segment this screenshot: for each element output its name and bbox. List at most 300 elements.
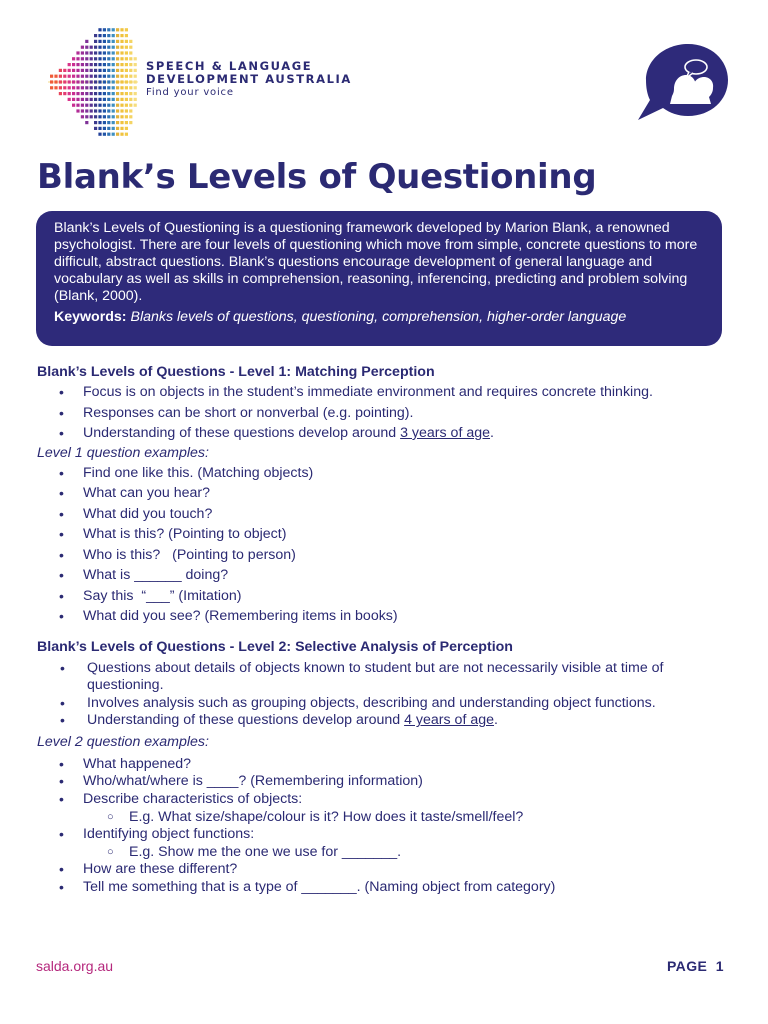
logo-dot: [68, 80, 71, 83]
logo-dot: [94, 80, 97, 83]
list-item: • Say this “___” (Imitation): [37, 586, 737, 607]
logo-dot: [81, 115, 84, 118]
logo-dot: [134, 92, 137, 95]
logo-dot: [134, 98, 137, 101]
list-item: • Describe characteristics of objects:: [37, 791, 737, 809]
logo-dot: [98, 115, 101, 118]
logo-dot: [120, 34, 123, 37]
logo-dot: [125, 63, 128, 66]
logo-dot: [116, 57, 119, 60]
logo-dot: [50, 80, 53, 83]
logo-dot: [116, 121, 119, 124]
logo-dot: [129, 98, 132, 101]
logo-dot: [107, 40, 110, 43]
logo-dot: [120, 63, 123, 66]
logo-dot: [116, 69, 119, 72]
logo-dot: [98, 40, 101, 43]
logo-dot: [103, 40, 106, 43]
brand-line-1: SPEECH & LANGUAGE: [146, 59, 313, 73]
logo-dot: [76, 104, 79, 107]
logo-dot: [120, 46, 123, 49]
logo-dot: [120, 133, 123, 136]
logo-dot: [134, 69, 137, 72]
logo-dot: [98, 51, 101, 54]
logo-dot: [116, 63, 119, 66]
logo-dot: [72, 86, 75, 89]
logo-dot: [129, 86, 132, 89]
logo-dot: [90, 63, 93, 66]
logo-dot: [90, 98, 93, 101]
logo-dot: [98, 63, 101, 66]
logo-dot: [85, 109, 88, 112]
logo-dot: [98, 46, 101, 49]
logo-dot: [125, 109, 128, 112]
logo-dot: [85, 46, 88, 49]
level-1-points: [37, 382, 737, 444]
logo-dot: [72, 104, 75, 107]
logo-dot: [116, 40, 119, 43]
logo-dot: [120, 51, 123, 54]
logo-dot: [107, 86, 110, 89]
logo-dot: [85, 98, 88, 101]
logo-dot: [68, 63, 71, 66]
logo-dot: [112, 92, 115, 95]
logo-dot: [116, 51, 119, 54]
logo-dot: [59, 92, 62, 95]
logo-dot: [103, 86, 106, 89]
logo-dot: [85, 69, 88, 72]
logo-dot: [129, 115, 132, 118]
logo-dot: [94, 104, 97, 107]
logo-dot: [76, 98, 79, 101]
age-link[interactable]: 3 years of age: [400, 425, 491, 441]
logo-dot: [98, 28, 101, 31]
logo-dot: [81, 80, 84, 83]
logo-dot: [103, 63, 106, 66]
logo-dot: [107, 115, 110, 118]
logo-dot: [125, 75, 128, 78]
logo-dot: [125, 104, 128, 107]
logo-dot: [98, 34, 101, 37]
logo-dot: [125, 127, 128, 130]
logo-dot: [125, 40, 128, 43]
logo-dot: [129, 92, 132, 95]
logo-dot: [120, 28, 123, 31]
logo-dot: [59, 75, 62, 78]
logo-dot: [81, 69, 84, 72]
logo-dot: [107, 80, 110, 83]
logo-dot: [107, 51, 110, 54]
logo-dot: [129, 109, 132, 112]
logo-dot: [112, 80, 115, 83]
logo-dot: [50, 86, 53, 89]
logo-dot: [85, 40, 88, 43]
logo-dot: [90, 51, 93, 54]
logo-dot: [85, 104, 88, 107]
page-number: PAGE 1: [666, 958, 724, 974]
logo-dot: [85, 80, 88, 83]
logo-dot: [125, 98, 128, 101]
logo-dot: [98, 121, 101, 124]
keywords-text: Blanks levels of questions, questioning, comprehension, higher-order language: [130, 309, 627, 325]
list-item: • Identifying object functions:: [37, 826, 737, 844]
logo-dot: [63, 75, 66, 78]
logo-dot: [112, 28, 115, 31]
logo-dot: [125, 57, 128, 60]
logo-dot: [94, 92, 97, 95]
level-2-examples-continued: [37, 826, 737, 844]
level-2-heading: Blank’s Levels of Questions - Level 2: Selective Analysis of Perception: [37, 638, 513, 655]
level-1-examples-label: Level 1 question examples:: [37, 444, 209, 461]
level-2-sub-list: [37, 844, 737, 862]
list-item: • What is this? (Pointing to object): [37, 524, 737, 545]
intro-panel: [36, 211, 722, 346]
list-item: • Find one like this. (Matching objects): [37, 463, 737, 484]
logo-dot: [112, 57, 115, 60]
brand-tagline: Find your voice: [146, 87, 234, 98]
logo-dot: [120, 92, 123, 95]
logo-dot: [63, 86, 66, 89]
logo-dot: [129, 104, 132, 107]
logo-dot: [107, 133, 110, 136]
list-item: • What can you hear?: [37, 483, 737, 504]
logo-dot: [129, 69, 132, 72]
logo-dot: [116, 133, 119, 136]
logo-dot: [134, 63, 137, 66]
logo-dot: [120, 121, 123, 124]
logo-dot: [112, 98, 115, 101]
list-item: [37, 423, 737, 444]
logo-dot: [129, 80, 132, 83]
logo-dot: [76, 80, 79, 83]
logo-dot: [107, 28, 110, 31]
logo-dot: [94, 98, 97, 101]
logo-dot: [76, 92, 79, 95]
logo-dot: [81, 51, 84, 54]
logo-dot: [129, 63, 132, 66]
logo-dot: [81, 57, 84, 60]
logo-dot: [54, 75, 57, 78]
logo-dot: [76, 57, 79, 60]
logo-dot: [98, 104, 101, 107]
logo-dot: [116, 115, 119, 118]
logo-dot: [116, 98, 119, 101]
logo-dot: [94, 57, 97, 60]
logo-dot: [112, 51, 115, 54]
logo-dot: [98, 98, 101, 101]
intro-text: Blank’s Levels of Questioning is a questioning framework developed by Marion Blank, a renowned psychologist. There are four levels of questioning which move from simple, concrete questions to more difficult, abstract questions. Blank’s questions encourage development of general language and vocabulary as well as skills in comprehension, reasoning, inferencing, predicting and problem solving (Blank, 2000).: [54, 220, 698, 304]
logo-dot: [85, 57, 88, 60]
logo-dot: [107, 98, 110, 101]
logo-dot: [81, 104, 84, 107]
age-text: Understanding of these questions develop around: [87, 712, 405, 729]
logo-dot: [134, 57, 137, 60]
list-item: ○ E.g. Show me the one we use for _______.: [37, 844, 737, 862]
logo-dot: [112, 63, 115, 66]
logo-dot: [112, 34, 115, 37]
logo-dot: [107, 57, 110, 60]
logo-dot: [98, 127, 101, 130]
logo-dot: [85, 75, 88, 78]
logo-dot: [134, 86, 137, 89]
logo-dot: [94, 69, 97, 72]
logo-dot: [98, 109, 101, 112]
logo-dot: [112, 121, 115, 124]
logo-dot: [85, 115, 88, 118]
logo-dot: [103, 104, 106, 107]
logo-dot: [72, 80, 75, 83]
age-suffix: .: [490, 425, 494, 441]
logo-dot: [112, 115, 115, 118]
logo-dot: [134, 104, 137, 107]
logo-dot: [120, 109, 123, 112]
logo-dot: [120, 69, 123, 72]
level-1-examples: [37, 463, 737, 627]
page-header: [0, 0, 768, 150]
logo-dot: [72, 57, 75, 60]
logo-dot: [94, 86, 97, 89]
logo-dot: [90, 80, 93, 83]
logo-dot: [129, 121, 132, 124]
logo-dot: [103, 80, 106, 83]
logo-dot: [90, 46, 93, 49]
logo-dot: [81, 98, 84, 101]
logo-dot: [129, 57, 132, 60]
logo-dot: [94, 51, 97, 54]
age-text: Understanding of these questions develop around: [83, 425, 401, 441]
logo-dot: [72, 63, 75, 66]
logo-dot: [103, 46, 106, 49]
logo-dot: [76, 63, 79, 66]
logo-dot: [98, 86, 101, 89]
logo-dot: [125, 34, 128, 37]
logo-dot: [129, 51, 132, 54]
logo-dot: [116, 86, 119, 89]
logo-dot: [54, 86, 57, 89]
speech-bubble-people-icon: [636, 42, 732, 122]
logo-dot: [125, 46, 128, 49]
logo-dot: [68, 92, 71, 95]
logo-dot: [120, 80, 123, 83]
logo-dot: [68, 75, 71, 78]
logo-dot: [134, 75, 137, 78]
list-item: • Responses can be short or nonverbal (e.g. pointing).: [37, 403, 737, 424]
logo-dot: [107, 127, 110, 130]
logo-dot: [63, 69, 66, 72]
logo-dot: [116, 75, 119, 78]
logo-dot: [103, 51, 106, 54]
logo-dot: [98, 57, 101, 60]
logo-dot: [120, 75, 123, 78]
logo-dot: [103, 69, 106, 72]
logo-dot: [76, 86, 79, 89]
logo-dot: [112, 86, 115, 89]
logo-dot: [125, 69, 128, 72]
logo-dot: [112, 75, 115, 78]
logo-dot: [98, 92, 101, 95]
logo-dot: [85, 63, 88, 66]
logo-dot: [90, 86, 93, 89]
logo-dot: [129, 75, 132, 78]
logo-dot: [125, 115, 128, 118]
list-item: • How are these different?: [37, 861, 737, 879]
logo-dot: [76, 75, 79, 78]
logo-dot: [120, 98, 123, 101]
logo-dot: [72, 92, 75, 95]
logo-dot: [94, 34, 97, 37]
list-item: • What is ______ doing?: [37, 565, 737, 586]
logo-dot: [54, 80, 57, 83]
logo-dot: [103, 28, 106, 31]
page-title: Blank’s Levels of Questioning: [37, 157, 597, 197]
logo-dot: [125, 86, 128, 89]
logo-dot: [103, 127, 106, 130]
list-item: • What happened?: [37, 756, 737, 774]
logo-dot: [116, 46, 119, 49]
logo-dot: [116, 92, 119, 95]
list-item: • What did you see? (Remembering items in books): [37, 606, 737, 627]
logo-dot: [125, 51, 128, 54]
logo-dot: [116, 109, 119, 112]
logo-dot: [94, 46, 97, 49]
logo-dot: [98, 133, 101, 136]
age-suffix: .: [494, 712, 498, 729]
logo-dot: [116, 127, 119, 130]
logo-dot: [125, 92, 128, 95]
logo-dot: [125, 133, 128, 136]
logo-dot: [112, 127, 115, 130]
list-item: • Focus is on objects in the student’s immediate environment and requires concrete thinking.: [37, 382, 737, 403]
main-content: [37, 362, 737, 897]
logo-dot: [125, 80, 128, 83]
list-item: • Involves analysis such as grouping objects, describing and understanding object functions.: [37, 695, 737, 713]
logo-dot: [59, 80, 62, 83]
logo-dot: [112, 46, 115, 49]
logo-dot: [98, 69, 101, 72]
footer-url-link[interactable]: salda.org.au: [36, 958, 114, 974]
logo-dot: [94, 121, 97, 124]
logo-dot: [116, 104, 119, 107]
logo-dot: [81, 92, 84, 95]
keywords-line: [54, 309, 704, 326]
logo-dot: [90, 104, 93, 107]
logo-dot: [120, 40, 123, 43]
logo-dot: [94, 127, 97, 130]
brand-line-2: DEVELOPMENT AUSTRALIA: [146, 72, 352, 86]
list-item: • Questions about details of objects known to student but are not necessarily visible at time of questioning.: [37, 660, 737, 695]
logo-dot: [103, 75, 106, 78]
logo-dot: [76, 51, 79, 54]
logo-dot: [103, 98, 106, 101]
logo-dot: [129, 40, 132, 43]
logo-dot: [103, 115, 106, 118]
brand-wordmark: [146, 60, 352, 98]
logo-dot: [134, 80, 137, 83]
list-item: • Who is this? (Pointing to person): [37, 545, 737, 566]
logo-dot: [120, 115, 123, 118]
logo-dot: [103, 121, 106, 124]
logo-dot: [107, 34, 110, 37]
logo-dot: [103, 34, 106, 37]
logo-dot: [120, 104, 123, 107]
level-2-examples-end: [37, 861, 737, 896]
logo-dot: [107, 104, 110, 107]
logo-dot: [90, 109, 93, 112]
logo-dot: [120, 86, 123, 89]
logo-dot: [112, 40, 115, 43]
list-item: ○ E.g. What size/shape/colour is it? How does it taste/smell/feel?: [37, 809, 737, 827]
logo-dot: [85, 121, 88, 124]
logo-dot: [94, 109, 97, 112]
logo-dot: [98, 80, 101, 83]
logo-dot: [98, 75, 101, 78]
logo-dot: [90, 115, 93, 118]
level-2-examples: [37, 756, 737, 809]
level-2-examples-label: Level 2 question examples:: [37, 733, 209, 750]
keywords-label: Keywords:: [54, 309, 127, 325]
logo-dot: [125, 121, 128, 124]
logo-dot: [103, 57, 106, 60]
logo-dot: [68, 98, 71, 101]
logo-dot: [50, 75, 53, 78]
logo-dot: [81, 75, 84, 78]
age-link[interactable]: 4 years of age: [404, 712, 495, 729]
logo-dot: [85, 92, 88, 95]
logo-dot: [120, 57, 123, 60]
level-2-points: [37, 660, 737, 730]
logo-dot: [107, 109, 110, 112]
logo-dot: [59, 86, 62, 89]
logo-dot: [112, 133, 115, 136]
sound-wave-logo-icon: [48, 28, 140, 136]
logo-dot: [90, 69, 93, 72]
list-item: • Who/what/where is ____? (Remembering information): [37, 773, 737, 791]
logo-dot: [81, 86, 84, 89]
logo-dot: [107, 63, 110, 66]
logo-dot: [85, 86, 88, 89]
logo-dot: [94, 40, 97, 43]
logo-dot: [112, 69, 115, 72]
logo-dot: [116, 34, 119, 37]
logo-dot: [90, 75, 93, 78]
logo-dot: [68, 86, 71, 89]
logo-dot: [103, 133, 106, 136]
level-1-heading: Blank’s Levels of Questions - Level 1: Matching Perception: [37, 364, 435, 380]
logo-dot: [107, 92, 110, 95]
level-2-sub-list: [37, 809, 737, 827]
logo-dot: [94, 115, 97, 118]
logo-dot: [76, 69, 79, 72]
logo-dot: [68, 69, 71, 72]
logo-dot: [90, 57, 93, 60]
logo-dot: [76, 109, 79, 112]
logo-dot: [94, 63, 97, 66]
logo-dot: [85, 51, 88, 54]
logo-dot: [81, 63, 84, 66]
logo-dot: [81, 109, 84, 112]
logo-dot: [116, 28, 119, 31]
logo-dot: [72, 75, 75, 78]
logo-dot: [116, 80, 119, 83]
logo-dot: [107, 75, 110, 78]
logo-dot: [112, 109, 115, 112]
logo-dot: [94, 75, 97, 78]
logo-dot: [63, 80, 66, 83]
logo-dot: [103, 109, 106, 112]
logo-dot: [112, 104, 115, 107]
logo-dot: [90, 92, 93, 95]
logo-dot: [120, 127, 123, 130]
